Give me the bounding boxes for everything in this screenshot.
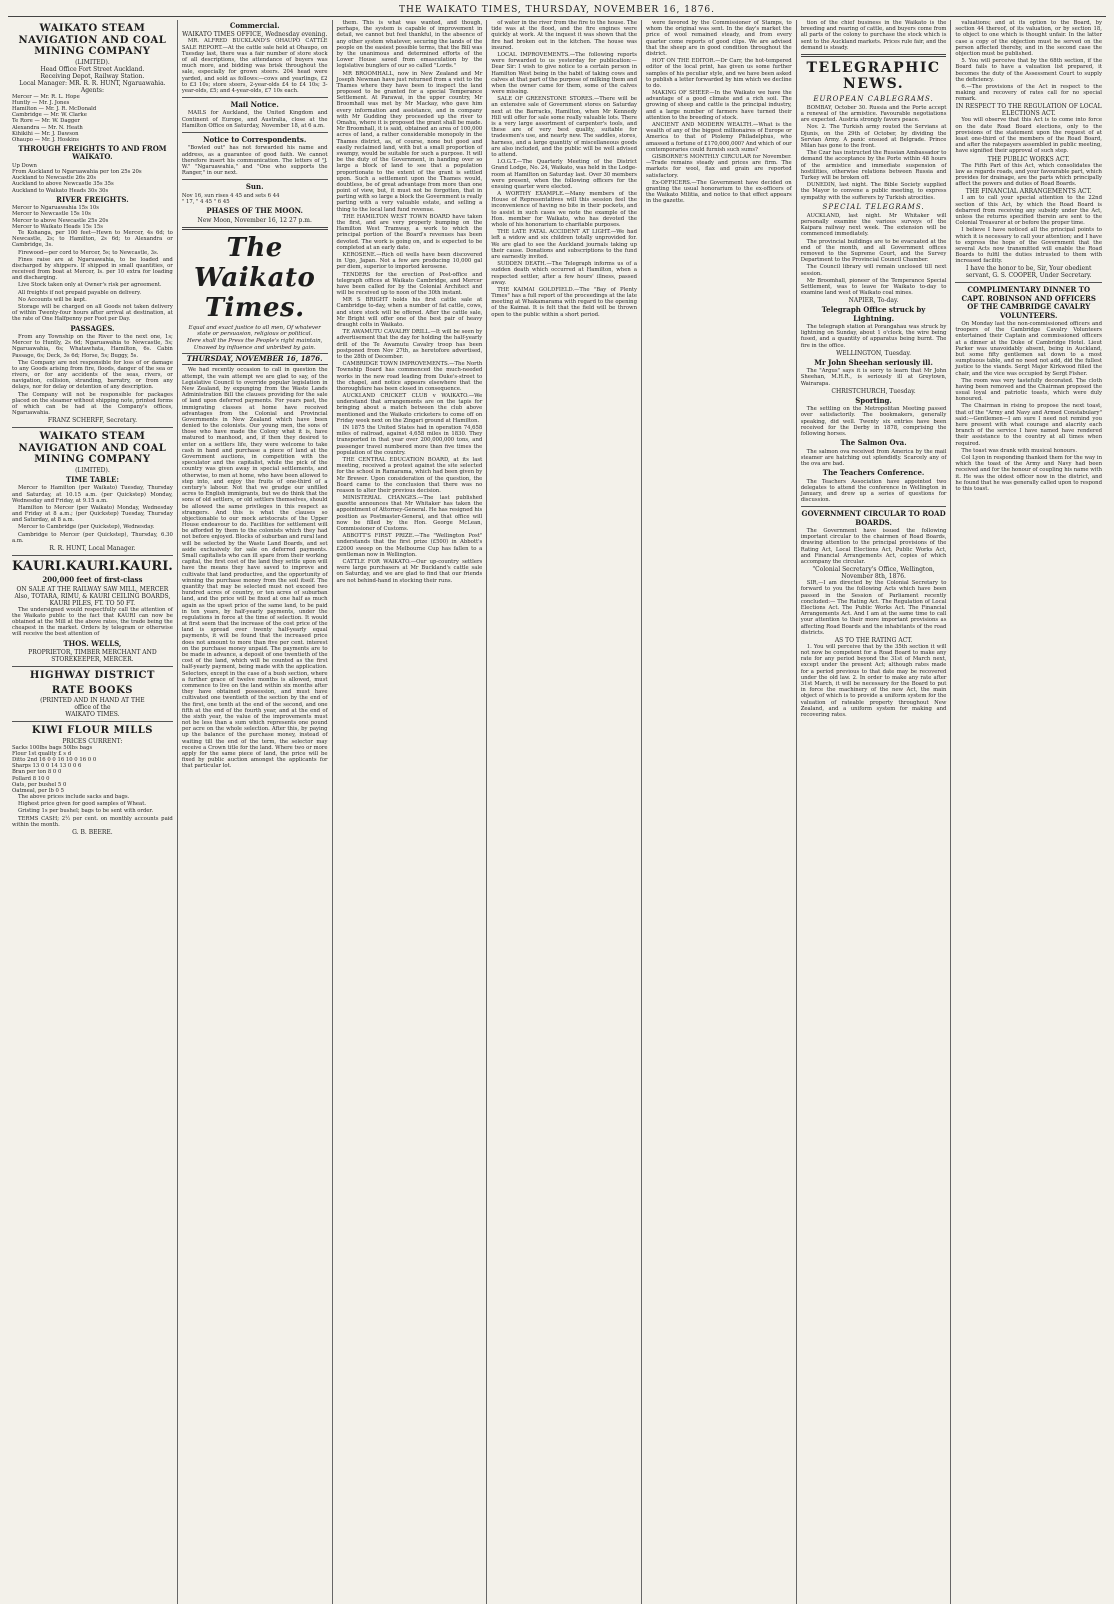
liability-text: The Company are not responsible for loss of or damage to any Goods arising from fire, floods, danger of the sea or rivers, or for any accidents of the seas, rivers, or navigation, collision, stranding, barratry, or from any delays, nor for delay or detention of any description. <box>12 359 173 391</box>
commercial-heading: Commercial. <box>229 21 280 30</box>
dateline: WELLINGTON, Tuesday. <box>836 349 912 357</box>
telegram-item: The provincial buildings are to be evacuated at the end of the month, and all Government offices removed to the Supreme Court, and the Survey Department to the Provincial Council Chamber. <box>800 238 947 264</box>
kauri-heading: 200,000 feet of first-class <box>42 575 143 585</box>
kauri-word: KAURI. <box>119 559 173 575</box>
article-text: IN 1875 the United States had in operation 74,658 miles of railroad, against 4,658 miles in 1830. They transported in that year over 200,000,000 tons, and passenger travel numbered more than five times the population of the country. <box>336 425 483 456</box>
article-text: MR S BRIGHT holds his first cattle sale at Cambridge to-day, when a number of fat cattle, cows, and store stock will be offered. After the cattle sale, Mr Bright will offer one of the best pair of heavy draught colts in Waikato. <box>336 297 483 328</box>
column-5 <box>642 20 797 1604</box>
article-text: them. This is what was wanted, and though, perhaps, the system is capable of improvement in detail, we cannot but feel thankful, in the absence of any other system whatever, securing the lands of the people on the easiest possible terms, that the Bill was by the unanimous and determined efforts of the Lower House saved from emasculation by the legislative bunglers of our so called "Lords." <box>336 20 483 70</box>
motto: Here shall the Press the People's right maintain, Unawed by influence and unbribed by gain. <box>186 338 323 351</box>
finance-heading: THE FINANCIAL ARRANGEMENTS ACT. <box>965 188 1092 196</box>
timetable-line: Hamilton to Mercer (per Waikato) Monday, Wednesday and Friday at 8 a.m.; (per Quickstep) Tuesday, Thursday and Saturday, at 8 a.m. <box>12 504 173 524</box>
sheehan-heading: Mr John Sheehan seriously ill. <box>814 357 933 367</box>
kiwi-row: Ditto 2nd 16 0 0 16 10 0 16 0 0 <box>12 756 97 763</box>
divider <box>182 227 328 230</box>
kauri-signoff: THOS. WELLS, <box>63 638 122 648</box>
telegraphic-news-heading: TELEGRAPHIC NEWS. <box>806 59 941 93</box>
timetable-heading: TIME TABLE: <box>65 474 119 484</box>
columns <box>8 20 1106 1604</box>
moon-heading: PHASES OF THE MOON. <box>206 206 303 216</box>
article-text: AUCKLAND CRICKET CLUB v WAIKATO.—We understand that arrangements are on the tapis for bringing about a match between the club above mentioned and the Waikato cricketers to come off on Friday week next on the Zingari ground at Hamilton. <box>336 393 483 424</box>
rating-heading: AS TO THE RATING ACT. <box>834 636 913 644</box>
liability-text: The Company will not be responsible for packages placed on the steamer without shipping note, printed forms of which can be had at the Company's offices, Ngaruawahia. <box>12 391 173 417</box>
highway-ad-sub: RATE BOOKS <box>51 684 133 696</box>
ad-line: Local Manager: MR. R. R. HUNT, Ngaruawahia. <box>19 79 166 87</box>
special-telegrams-heading: SPECIAL TELEGRAMS. <box>822 202 925 211</box>
notice-paragraph: Fines raise are at Ngaruawahia, to be loaded and discharged by shippers. If shipped in small quantities, or received from boat at Mercer, Is. per 10 extra for loading and discharging. <box>12 256 173 282</box>
dateline: CHRISTCHURCH, Tuesday. <box>831 387 916 395</box>
telegram-item: AUCKLAND, last night. Mr Whitaker will personally examine the various surveys of the Kaipara railway next week. The extension will be commenced immediately. <box>800 212 947 238</box>
kauri-word: KAURI. <box>12 559 66 575</box>
article-text: THE LATE FATAL ACCIDENT AT LIGHT.—We had left a widow and six children totally unprovided for. We are glad to see the Auckland journals taking up their cause. Donations and subscriptions to the fund are earnestly invited. <box>491 229 637 260</box>
kauri-text: The undersigned would respectfully call the attention of the Waikato public to the fact that KAURI can now be obtained at the Mill at the above rates, the trade being the cheapest in the market. Orders by telegram or otherwise will receive the best attention of <box>12 606 173 638</box>
article-text: ABBOTT'S FIRST PRIZE.—The "Wellington Post" understands that the first prize (£500) in Abbott's £2000 sweep on the Melbourne Cup has fallen to a gentleman now in Wellington. <box>336 533 483 558</box>
editorial-dateline: THURSDAY, NOVEMBER 16, 1876. <box>182 353 328 365</box>
column-2 <box>178 20 333 1604</box>
salmon-heading: The Salmon Ova. <box>840 438 907 448</box>
article-text: were favored by the Commissioner of Stamps, to whom the original was sent. In the day's market the price of wool remained steady, and from every quarter come reports of good clips. We are advised that the sheep are in good condition throughout the district. <box>645 20 792 57</box>
column-1 <box>8 20 178 1604</box>
article-text: 5. You will perceive that by the 68th section, if the Board fails to have a valuation list prepared, it becomes the duty of the Assessment Court to supply the deficiency. <box>955 58 1102 83</box>
kiwi-signoff: G. B. BEERE. <box>72 829 113 837</box>
closing-signoff: I have the honor to be, Sir, Your obedient servant, G. S. COOPER, Under Secretary. <box>965 265 1092 280</box>
kiwi-note: Highest price given for good samples of Wheat. <box>18 801 147 808</box>
notice-paragraph: Storage will be charged on all Goods not taken delivery of within Twenty-four hours after arrival at destination, at the rate of One Halfpenny per Foot per Day. <box>12 304 173 323</box>
article-text: The room was very tastefully decorated. The cloth having been removed and the Chairman proposed the usual loyal and patriotic toasts, which were duly honoured. <box>955 377 1102 403</box>
agent-line: Te Rore — Mr. W. Dagger <box>12 118 80 125</box>
elections-heading: IN RESPECT TO THE REGULATION OF LOCAL ELECTIONS ACT. <box>955 103 1102 118</box>
divider <box>801 506 947 507</box>
freights-heading: THROUGH FREIGHTS TO AND FROM WAIKATO. <box>18 144 167 162</box>
lightning-text: The telegraph station at Porangahau was struck by lightning on Sunday, about 1 o'clock, the wire being fused, and a quantity of apparatus being burnt. The fire in the office. <box>800 324 947 349</box>
manager-signoff: R. R. HUNT, Local Manager. <box>49 545 136 552</box>
article-text: TENDERS for the erection of Post-office and telegraph offices at Waikato Cambridge, and Mercer have been called for by the Colonial Architect and will be received up to noon of the 30th instant. <box>336 271 483 297</box>
column-3 <box>333 20 488 1604</box>
kauri-sub: ON SALE AT THE RAILWAY SAW MILL, MERCER <box>16 585 169 593</box>
divider <box>12 427 173 428</box>
freight-line: From Auckland to Ngaruawahia per ton 25s 20s <box>12 169 142 176</box>
article-text: HOT ON THE EDITOR.—Dr Carr, the hot-tempered editor of the local print, has given us some further samples of his peculiar style, and we have been asked to publish a letter forwarded by him which we decline to do. <box>645 58 792 89</box>
salmon-text: The salmon ova received from America by the mail steamer are hatching out splendidly. Scarcely any of the ova are bad. <box>800 448 947 467</box>
article-text: I am to call your special attention to the 22nd section of this Act, by which the Road Board is debarred from receiving any subsidy under the Act, unless the returns specified therein are sent to the Colonial Treasurer at or before the proper time. <box>955 195 1102 227</box>
divider <box>12 721 173 722</box>
teachers-heading: The Teachers Conference. <box>822 468 925 478</box>
kauri-signoff-sub: PROPRIETOR, TIMBER MERCHANT AND STOREKEEPER, MERCER. <box>28 648 157 663</box>
sun-row: " 17, " 4 45 " 6 45 <box>181 198 230 205</box>
article-text: valuations; and at its option to the Board, by section 44 thereof, of its valuation, or by section 18, to object to one which is thought unfair. In the latter case a copy of the objection must be served on the person affected thereby, and in the second case the objection must be published. <box>955 20 1102 57</box>
river-line: Mercer to Newcastle 15s 10s <box>12 211 91 218</box>
article-text: I.O.G.T.—The Quarterly Meeting of the District Grand Lodge, No. 24, Waikato, was held in the Lodge-room at Hamilton on Saturday last. Over 30 members were present, when the following officers for the ensuing quarter were elected. <box>491 159 637 190</box>
article-text: MR BROOMHALL, now in New Zealand and Mr Joseph Newman have just returned from a visit to the Thames where they have been to inspect the land proposed to be granted for a special Temperance Settlement. At Parawai, in the upper country, Mr Broomhall was met by Mr Mackay, who gave him every information and assistance, and in company with Mr Gudding they proceeded up the river to Omahu, where it is proposed the grant shall be made. Mr Broomhall, it is said, obtained an area of 100,000 acres of land, a rather considerable monopoly in the Thames district, as, of course, none but good and easily reclaimed land, with but a small proportion of swampy, would be suitable for such a purpose. It will be the duty of the Government, in handing over so large a block of land to see that a population proportionate to the extent of the grant is settled upon. Such a settlement upon the Thames would, doubtless, be of great advantage from more than one point of view, but, it must not be forgotten, that in parting with so large a block the Government is really parting with a very valuable estate, and selling a thing to the local land fund revenue. <box>336 70 483 213</box>
ad-line: Receiving Depot, Railway Station. <box>40 72 145 80</box>
circular-text: The Government have issued the following important circular to the chairmen of Road Boards, drawing attention to the principal provisions of the Rating Act, Local Elections Act, Public Works Act, and Financial Arrangements Act, copies of which accompany the circular. <box>800 528 947 565</box>
article-text: Ex-OFFICERS.—The Government have decided on granting the usual honorarium to the ex-officers of the Waikato Militia, and notice to that effect appears in the gazette. <box>645 179 792 205</box>
circular-heading: GOVERNMENT CIRCULAR TO ROAD BOARDS. <box>801 509 946 527</box>
river-freights-heading: RIVER FREIGHTS. <box>56 194 129 204</box>
kiwi-row: Oats, per bushel 5 0 <box>12 781 67 788</box>
article-text: I believe I have noticed all the principal points to which it is necessary to call your attention; and I have to express the hope of the Government that the several Acts now transmitted will enable the Road Boards to fulfil the duties intrusted to them with increased facility. <box>955 227 1102 265</box>
steam-nav-ad-title: WAIKATO STEAM NAVIGATION AND COAL MINING COMPANY <box>18 23 167 57</box>
agent-line: Ohaupo — Mr. J. Hoskins <box>12 136 79 143</box>
highway-line: (PRINTED AND IN HAND AT THE <box>40 697 145 705</box>
river-line: Mercer to above Newcastle 25s 20s <box>12 217 109 224</box>
column-6 <box>797 20 952 1604</box>
article-text: CAMBRIDGE TOWN IMPROVEMENTS.—The North Township Board has commenced the much-needed works in the new road leading from Duke's-street to the chapel, and notice appears elsewhere that the thoroughfare has been closed in consequence. <box>336 361 483 392</box>
divider <box>955 282 1102 283</box>
divider <box>182 179 328 180</box>
correspondents-heading: Notice to Correspondents. <box>203 135 307 145</box>
telegram-item: Mr Broomhall, pioneer of the Temperance Special Settlement, was to leave for Waikato to-day to examine land west of Waikato coal mines. <box>800 277 947 297</box>
divider <box>12 555 173 556</box>
article-text: THE HAMILTON WEST TOWN BOARD have taken the first, and are very properly bumping on the Hamilton West Tramway, a work to which the principal portion of the Board's revenues has been devoted. The work is going on, and is expected to be completed at an early date. <box>336 213 483 251</box>
article-text: TE AWAMUTU CAVALRY DRILL.—It will be seen by advertisement that the day for holding the half-yearly drill of the Te Awamutu Cavalry troop has been postponed from Nov 27th, as heretofore advertised, to the 28th of December. <box>336 329 483 360</box>
timetable-line: Cambridge to Mercer (per Quickstep), Thursday, 6.30 a.m. <box>12 531 173 544</box>
highway-ad-title: HIGHWAY DISTRICT <box>29 670 155 682</box>
ad-line: Head Office Fort Street Auckland. <box>40 65 145 73</box>
paper-title-block <box>182 233 328 323</box>
kiwi-ad-sub: PRICES CURRENT: <box>62 737 123 745</box>
article-text: THE KAIMAI GOLDFIELD.—The "Bay of Plenty Times" has a full report of the proceedings at the late meeting at Whakamarama with regard to the opening of the Kaimai. It is felt that the field will be thrown open to the public within a short period. <box>491 286 637 318</box>
river-line: Te Kohanga, per 100 feet—Hewn to Mercer, 4s 6d; to Newcastle, 2s; to Hamilton, 2s 6d; to Alexandra or Cambridge, 3s. <box>12 229 173 249</box>
divider <box>801 54 947 57</box>
article-text: The Chairman in rising to propose the next toast, that of the "Army and Navy and Armed Constabulary" said:—Gentlemen—I am sure I need not remind you here present with what courage and alacrity each branch of the service I have named have rendered their assistance to the country at all times when required. <box>955 403 1102 447</box>
commercial-text: MR. ALFRED BUCKLAND'S OHAUPO CATTLE SALE REPORT.—At the cattle sale held at Ohaupo, on Tuesday last, there was a fair number of store stock of all descriptions, the attendance of buyers was much more, and bidding was brisk throughout the sale, especially for grown steers. 204 head were yarded, and sold as follows:—cows and yearlings, £2 to £3 10s; store steers, 2-year-olds £4 to £4 10s; 3-year-olds, £5; and 4-year-olds, £7 10s each. <box>181 38 328 94</box>
masthead: THE WAIKATO TIMES, THURSDAY, NOVEMBER 16, 1876. <box>8 4 1106 17</box>
circular-sub: "Colonial Secretary's Office, Wellington, November 8th, 1876. <box>812 566 935 581</box>
cable-item: BOMBAY, October 30. Russia and the Porte accept a renewal of the armistice. Favourable negotiations are expected. Austria strongly favors peace. <box>800 104 947 124</box>
paper-title: The Waikato Times. <box>193 232 316 323</box>
article-text: A WORTHY EXAMPLE.—Many members of the House of Representatives will this session feel the inconvenience of having no bite in their pockets, and to assist in such cases we note the example of the Hon. member for Waikato, who has devoted the whole of his honorarium to charitable purposes. <box>491 191 637 228</box>
kiwi-row: Pollard 8 10 0 <box>12 775 50 782</box>
article-text: tion of the chief business in the Waikato is the breeding and rearing of cattle, and buyers come from all parts of the colony to purchase the stock which is sent to the Auckland markets. Prices rule fair, and the demand is steady. <box>800 20 947 51</box>
sporting-text: The settling on the Metropolitan Meeting passed over satisfactorily. The bookmakers, generally speaking, did well. Twenty six entries have been received for the Derby in 1878, comprising the following horses. <box>800 406 947 437</box>
moon-text: New Moon, November 16, 12 27 p.m. <box>197 216 312 224</box>
timetable-line: Mercer to Hamilton (per Waikato) Tuesday, Thursday and Saturday, at 10.15 a.m. (per Quickstep) Monday, Wednesday and Friday, at 9.15 a.m. <box>12 485 173 504</box>
article-text: SUDDEN DEATH.—The Telegraph informs us of a sudden death which occurred at Hamilton, when a respected settler, after a few hours' illness, passed away. <box>491 261 637 286</box>
agent-line: Alexandra — Mr. N. Heath <box>12 124 83 131</box>
correspondents-text: "Bowled out" has not forwarded his name and address, as a guarantee of good faith. We cannot therefore insert his communication. The letters of "J. W." "Ngaruawahia," and "One who supports the Ranger," in our next. <box>181 145 328 177</box>
kauri-also: Also, TOTARA, RIMU, & KAURI CEILING BOARDS, KAURI PILES, FT. TO 50 FT. <box>14 592 171 607</box>
agents-heading: Agents: <box>80 86 104 94</box>
agent-line: Kihikihi — Mr. J. Dawson <box>12 130 79 137</box>
motto: Equal and exact justice to all men, Of whatever state or persuasion, religious or political. <box>188 324 321 337</box>
highway-line: WAIKATO TIMES. <box>65 711 120 719</box>
kiwi-note: Gristing 1s per bushel; bags to be sent with order. <box>18 808 154 815</box>
cable-item: DUNEDIN, last night. The Bible Society supplied the Mayor to convene a public meeting, to express sympathy with the sufferers by Turkish atrocities. <box>800 182 947 201</box>
article-text: GISBORNE'S MONTHLY CIRCULAR for November.—Trade remains steady and prices are firm. The markets for wool, flax and grain are reported satisfactory. <box>645 153 792 179</box>
article-text: of water in the river from the fire to the house. The tide was at the flood, and the fire engines were quickly at work. At the inquest it was shown that the fire had broken out in the kitchen. The house was insured. <box>491 20 637 51</box>
dateline: NAPIER, To-day. <box>848 297 899 305</box>
article-text: KEROSENE.—Rich oil wells have been discovered in Ugo, Japan. Not a few are producing 10,000 gal per diem, superior to imported kerosene. <box>336 251 483 271</box>
timetable-ad-sub: (LIMITED). <box>75 466 110 474</box>
article-text: The toast was drank with musical honours. <box>961 447 1078 454</box>
article-text: MINISTERIAL CHANGES.—The last published gazette announces that Mr Whitaker has taken the appointment of Attorney-General. He has resigned his position as Postmaster-General, and that office will now be filled by the Hon. George McLean, Commissioner of Customs. <box>336 495 483 532</box>
divider <box>182 97 328 98</box>
article-text: Col Lyon in responding thanked them for the way in which the toast of the Army and Navy had been received and for the honour of coupling his name with it. He was the oldest officer now in the district, and he found that he was generally called upon to respond to this toast. <box>955 454 1102 492</box>
complimentary-dinner-heading: COMPLIMENTARY DINNER TO CAPT. ROBINSON AND OFFICERS OF THE CAMBRIDGE CAVALRY VOLUNTEERS. <box>961 285 1096 320</box>
kiwi-row: Bran per ton 8 0 0 <box>12 769 62 776</box>
agent-line: Cambridge — Mr. W. Clarke <box>12 112 87 119</box>
timetable-ad-title: WAIKATO STEAM NAVIGATION AND COAL MINING COMPANY <box>18 431 167 466</box>
notice-paragraph: All freights if not prepaid payable on delivery. <box>18 289 142 296</box>
kiwi-cols: Sacks 100lbs bags 50lbs bags <box>12 744 93 751</box>
kiwi-row: Flour 1st quality £ s d <box>12 750 72 757</box>
divider <box>12 666 173 667</box>
passages-text: From any Township on the River to the next one, 1s; Mercer to Huntly, 2s 6d; Ngaruawahia to Newcastle, 5s; Ngaruawahia, 6s; Whatawhata, Hamilton, 6s. Cabin Passage, 6s; Deck, 3s 6d; Horse, 5s; Buggy, 5s. <box>12 333 173 359</box>
river-line: Mercer to Waikato Heads 15s 15s <box>12 223 103 230</box>
freight-line: Auckland to above Newcastle 35s 35s <box>12 181 114 188</box>
article-text: LOCAL IMPROVEMENTS.—The following reports were forwarded to us yesterday for publication:—Dear Sir: I wish to give notice to a certain person in Hamilton West being in the habit of taking cows and calves at that part of the purpose of milking them and when the owner came for them, some of the calves were missing. <box>491 51 637 96</box>
agent-line: Mercer — Mr. R. L. Hope <box>12 93 80 100</box>
lightning-heading: Telegraph Office struck by Lightning. <box>821 305 926 323</box>
article-text: You will observe that this Act is to come into force on the date Road Board elections, only to the provisions of the statement upon the request of at least one-third of the members of the Road Board, and after the ratepayers assembled in public meeting, have signified their approval of such step. <box>955 117 1102 155</box>
kiwi-note: TERMS CASH; 2½ per cent. on monthly accounts paid within the month. <box>12 815 173 828</box>
kiwi-ad-title: KIWI FLOUR MILLS <box>31 725 153 737</box>
kauri-banner <box>12 559 173 574</box>
highway-line: office of the <box>74 704 111 712</box>
article-text: 6.—The provisions of the Act in respect to the making and recovery of rates call for no special remark. <box>955 83 1102 103</box>
article-text: CATTLE FOR WAIKATO.—Our up-country settlers were large purchasers at Mr Buckland's cattle sale on Saturday, and we are glad to find that our friends are not behind-hand in stocking their runs. <box>336 558 483 584</box>
office-dateline: WAIKATO TIMES OFFICE, Wednesday evening. <box>182 31 328 39</box>
agent-line: Hamilton — Mr. J. R. McDonald <box>12 105 97 112</box>
passages-heading: PASSAGES. <box>70 323 115 333</box>
kiwi-row: Sharps 13 0 0 14 13 0 0 6 <box>12 763 82 770</box>
cable-item: The Czar has instructed the Russian Ambassador to demand the acceptance by the Porte within 48 hours of the armistice and immediate suspension of hostilities, otherwise relations between Russia and Turkey will be broken off. <box>800 150 947 181</box>
telegram-item: The Council library will remain unclosed till next session. <box>800 264 947 277</box>
divider <box>182 132 328 133</box>
article-text: SALE OF GREENSTONE STORES.—There will be an extensive sale of Government stores on Saturday next at the Barracks, Hamilton, when Mr Kennedy Hill will offer for sale some really valuable lots. There is a very large assortment of carpenter's tools, and these are of very best quality, suitable for tradesmen's use, and nearly new. The saddles, stores, harness, and a large quantity of miscellaneous goods are also included, and the public will be well advised to attend. <box>491 96 637 158</box>
article-text: ANCIENT AND MODERN WEALTH.—What is the wealth of any of the biggest millionaires of Europe or America to that of Ptolemy Philadelphus, who amassed a fortune of £170,000,000? And which of our contemporaries could furnish such sums? <box>645 122 792 153</box>
article-text: MAKING OF SHEEP.—In the Waikato we have the advantage of a good climate and a rich soil. The growing of sheep and cattle is the principal industry, and a large number of farmers have turned their attention to the breeding of stock. <box>645 90 792 121</box>
works-heading: THE PUBLIC WORKS ACT. <box>987 155 1070 163</box>
cable-item: Nov. 2. The Turkish army routed the Servians at Djunis, on the 29th of October, by dividing the Servian Army. A panic ensued at Belgrade. Prince Milan has gone to the front. <box>800 124 947 149</box>
steam-nav-ad-sub: (LIMITED). <box>75 58 110 66</box>
rating-text: 1. You will perceive that by the 35th section it will not now be competent for a Road Board to make any rate for any period beyond the 31st of March next, except under the present Act; although rates made for a period previous to that date may be recovered under the old law. 2. In order to make any rate after 31st March, it will be necessary for the Board to put in force the machinery of the new Act, the main object of which is to provide a uniform system for the valuation of rateable property throughout New Zealand, and a uniform system for making and recovering rates. <box>800 643 947 718</box>
freight-line: Auckland to Waikato Heads 30s 30s <box>12 187 109 194</box>
column-4 <box>487 20 642 1604</box>
sporting-heading: Sporting. <box>855 395 892 405</box>
kiwi-row: Oatmeal, per lb 0 5 <box>12 787 64 794</box>
mail-heading: Mail Notice. <box>230 100 279 110</box>
secretary-signoff: FRANZ SCHERFF, Secretary. <box>47 417 137 425</box>
column-7 <box>951 20 1106 1604</box>
freight-line: Up Down <box>12 162 37 169</box>
article-text: THE CENTRAL EDUCATION BOARD, at its last meeting, received a protest against the site selected for the school in Ramarama, which had been given by Mr Brewer. Upon consideration of the question, the Board came to the conclusion that there was no reason to alter their previous decision. <box>336 456 483 494</box>
freight-line: Auckland to Newcastle 26s 20s <box>12 175 97 182</box>
article-text: The Fifth Part of this Act, which consolidates the law as regards roads, and your favourable part, which provides for drainage, are the parts which principally affect the powers and duties of Road Boards. <box>955 162 1102 188</box>
mail-text: MAILS for Auckland, the United Kingdom and Continent of Europe, and Australia, close at the Hamilton Office on Saturday, November 18, at 6 a.m. <box>181 110 328 129</box>
teachers-text: The Teachers Association have appointed two delegates to attend the conference in Wellington in January, and drew up a series of questions for discussion. <box>800 478 947 504</box>
agent-line: Huntly — Mr. J. Jones <box>12 99 70 106</box>
sun-row: Nov 16, sun rises 4 45 and sets 6 44 <box>181 192 280 199</box>
article-text: On Monday last the non-commissioned officers and troopers of the Cambridge Cavalry Volunteers entertained their Captain and commissioned officers at a dinner at the Duke of Cambridge Hotel. Lieut Parker was unavoidably absent, being in Auckland, but some fifty gentlemen sat down to a most sumptuous table, and no need not add, did the fullest justice to the viands. Sergt Major Kirkwood filled the chair, and the vice was occupied by Sergt Fisher. <box>955 321 1102 377</box>
river-line: Firewood—per cord to Mercer, 5s; to Newcastle, 3s. <box>18 249 159 256</box>
notice-paragraph: Live Stock taken only at Owner's risk per agreement. <box>18 282 162 289</box>
kiwi-note: The above prices include sacks and bags. <box>18 794 130 801</box>
sheehan-text: The "Argus" says it is sorry to learn that Mr John Sheehan, M.H.R., is seriously ill at Greytown, Wairarapa. <box>800 368 947 387</box>
river-line: Mercer to Ngaruawahia 15s 10s <box>12 205 99 212</box>
kauri-word: KAURI. <box>65 559 120 575</box>
european-cablegrams-heading: EUROPEAN CABLEGRAMS. <box>813 94 934 103</box>
sun-heading: Sun. <box>245 182 264 192</box>
notice-paragraph: No Accounts will be kept. <box>18 296 87 303</box>
editorial-text: We had recently occasion to call in question the attempt, the vain attempt we are glad to say, of the Legislative Council to override popular legislation in New Zealand, by expunging from the Waste Lands Administration Bill the clauses providing for the sale of land upon deferred payments. For years past, the immigrating classes at home have received advantages from the Colonial and Provincial Governments in New Zealand which have been denied to the colonists. Our young men, the sons of those who have made the Colony what it is, have matured to manhood, and, if then they desired to enter on a settlers life, they were welcome to take cash in hand and purchase a piece of land at the Government auctions, in competition with the speculator and the capitalist, while the pick of the country was given away in special settlements, and otherwise, to men at home, who have been allowed to step into, and enjoy the fruits of one-third of a century's labour. Not that we grudge our unfilled acres to English immigrants, but we do think that the sons of old settlers, or old settlers themselves, should be allowed the same privileges in this respect as strangers. And this is what the clauses so objectionable to our mock aristocrats of the Upper House endeavour to do. Facilities for settlement will be afforded by them to the colonists which they had not before enjoyed. Blocks of suburban and rural land will be selected by the Waste Land Boards, and set aside exclusively for sale on deferred payments. Small capitalists who can ill spare from their working capital, the first cost of the land they settle upon will have the means they have saved to improve and cultivate that land productive, and the opportunity of winning the purchase money from the soil itself. The quantity that may be selected must not exceed two hundred acres of country, or ten acres of suburban land, and the price will be fixed at one half as much again as the upset price of the same land, to be paid in ten years, by half-yearly payments, under the regulations in force at the time of selection. It would at first seem that the increase of the cost price of the land is spread over twenty half-yearly equal payments, it will be found that the increased price does not amount to more than five per cent. interest on the purchase money unpaid. The payments are to be made in advance, a deposit of one twentieth of the cost of the land, which will be counted as the first half-yearly payment, being made with the application. Selectors, except in the case of a bush section, where a further grace of twelve months is allowed, must commence to live on the land within six months after they have obtained possession, and must have cultivated one twentieth of the section by the end of the first, one tenth at the end of the second, and one fifth at the end of the fourth year, and at the end of the sixth year, the value of the improvements must not be less than a sum which represents one pound per acre on the whole selection. After this, by paying up the balance of the purchase money, instead of waiting till the end of the term, the selector may receive a Crown title for the land. Where two or more apply for the same piece of land, the price will be fixed by public auction amongst the applicants for that particular lot. <box>181 367 328 770</box>
timetable-line: Mercer to Cambridge (per Quickstep), Wednesday. <box>18 524 155 531</box>
circular-body: SIR,—I am directed by the Colonial Secretary to forward to you the following Acts which have been passed in the Session of Parliament recently concluded:— The Rating Act. The Regulation of Local Elections Act. The Public Works Act. The Financial Arrangements Act. And I am at the same time to call your attention to their more important provisions as affecting Road Boards and the inhabitants of the road districts. <box>800 580 947 636</box>
